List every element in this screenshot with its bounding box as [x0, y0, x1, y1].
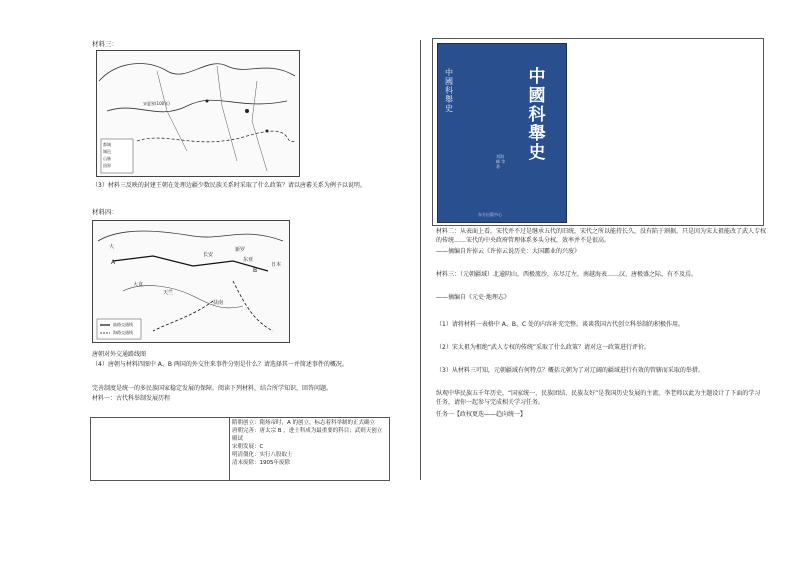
book-publisher: 东方出版中心	[478, 212, 502, 217]
map2-label: B	[253, 267, 258, 274]
legend-item: 国界	[103, 163, 111, 168]
table-row: 明清僵化：实行八股取士	[232, 452, 293, 458]
map2-label: 长安	[203, 252, 214, 258]
book-cover-image	[437, 43, 567, 223]
question-3-right: （3）从材料三可知，元朝疆域有何特点？概括元朝为了对辽阔的疆域进行有效的管辖而采取的举措。	[436, 367, 704, 374]
map2-label: 天竺	[163, 290, 174, 296]
book-side-title: 中國科舉史	[445, 68, 453, 113]
legend-item: 都城	[103, 142, 111, 147]
material-3-text: 材料三：（元朝疆域）北逾阴山，西极流沙，东尽辽左，南越海表……汉、唐极盛之际，有不及焉。	[436, 271, 698, 278]
legend-item: 山脉	[103, 156, 111, 161]
map2-label: 扶南	[213, 300, 224, 306]
map2-label: 新罗	[235, 247, 246, 253]
intro-text: 完善制度是统一的多民族国家稳定发展的保障。阅读下列材料，结合所学知识，回答问题。	[92, 385, 333, 392]
map2-label: 东亚	[243, 257, 254, 263]
question-1: （1）请将材料一表格中 A、B、C 处的内容补充完整。谈谈我国古代创立科举制的积极作用。	[436, 321, 685, 328]
map2-legend-land: 陆路交通线	[113, 322, 133, 327]
map-caption: 唐朝对外交通路线图	[92, 351, 147, 358]
material-2-text: 材料二：从表面上看，宋代并不过是继承五代的旧统，宋代之所以能持长久，没有陷于割据，只是因为宋太祖能改了武人专权的传统……宋代的中央政府管理体系多头分权，效率并不是很高。	[436, 228, 767, 244]
material-1-label: 材料一：古代科举制发展历程	[92, 395, 171, 402]
table-content-cell	[230, 418, 390, 481]
material-3-source: ——摘编自《元史·地理志》	[436, 294, 510, 301]
table-row: 宋朝发展：C	[232, 444, 264, 450]
song-xia-map	[96, 50, 300, 177]
tang-routes-map	[92, 220, 290, 343]
map1-legend	[103, 141, 111, 169]
table-row: 隋朝创立：隋炀帝时，A 的创立，标志着科举制的正式确立	[232, 420, 376, 426]
material-2-source: ——摘编自许倬云《许倬云说历史：大国霸业的兴废》	[436, 248, 581, 255]
map2-label: 大	[109, 244, 115, 250]
table-row: 清末废除：1905年废除	[232, 460, 290, 466]
map2-label: 日本	[271, 262, 282, 268]
keju-table	[90, 417, 390, 481]
legend-item: 城邑	[103, 149, 111, 154]
table-empty-cell	[91, 418, 230, 481]
question-3-left: （3）材料三反映的封建王朝在处理边疆少数民族关系时采取了什么政策？请以唐蕃关系为例予以说明。	[92, 182, 366, 189]
book-author: 刘海峰 等著	[496, 154, 506, 169]
map2-label: 大食	[133, 282, 144, 288]
material-3-label: 材料三：	[92, 40, 118, 48]
question-4: （4）唐朝与材料四图中 A、B 两国的外交往来事件分别是什么？请选择其一并简述事件的概况。	[92, 361, 348, 368]
map2-legend-sea: 海路交通线	[113, 330, 133, 335]
task-one: 任务一【政权更迭——趋向统一】	[436, 411, 527, 418]
map2-label: A	[111, 259, 116, 266]
material-4-label: 材料四：	[92, 208, 118, 216]
summary-paragraph: 纵观中华民族五千年历史，“国家统一、民族团结、民族友好”是我国历史发展的主流。李老师以此为主题设计了下面的学习任务，请你一起参与完成相关学习任务。	[436, 390, 761, 406]
column-divider	[420, 40, 421, 480]
book-frame	[432, 38, 764, 226]
book-main-title: 中國科舉史	[528, 67, 546, 163]
map1-center-label: 宋夏界(100年)	[143, 101, 170, 106]
table-row: 唐朝完善：唐太宗 B ，进士科成为最重要的科目；武则天创立殿试	[232, 428, 383, 442]
question-2: （2）宋太祖为根绝“武人专权的传统”采取了什么政策？请对这一政策进行评价。	[436, 344, 651, 351]
